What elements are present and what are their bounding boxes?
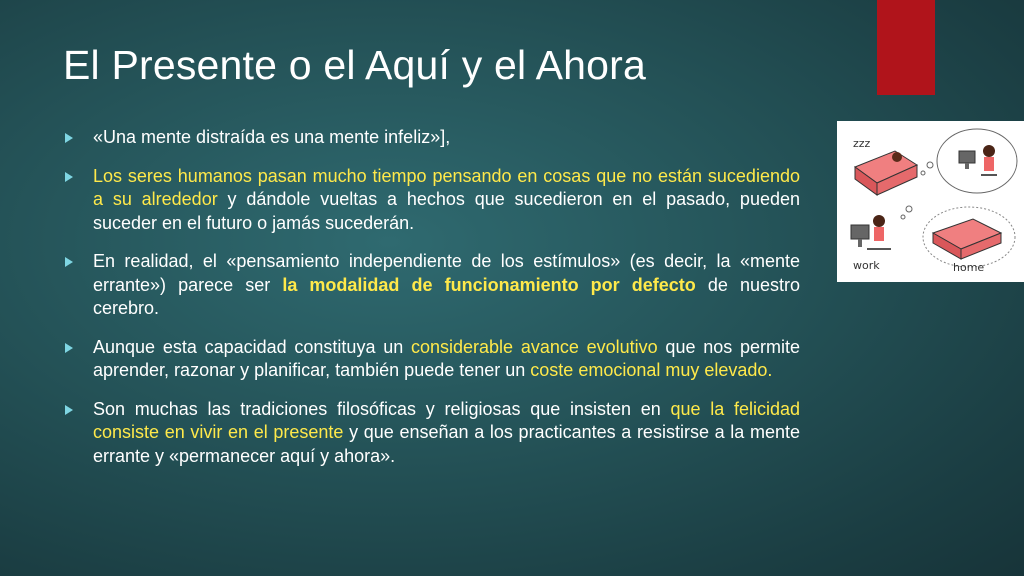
bullet-text: de nuestro cerebro. <box>93 274 800 318</box>
highlighted-bold-text: la modalidad de funcionamiento por defecto <box>282 274 696 295</box>
accent-bar <box>877 0 935 95</box>
bullet-text: Son muchas las tradiciones filosóficas y religiosas que insisten en <box>93 398 671 419</box>
bullet-text: que nos permite aprender, razonar y planificar, también puede tener un <box>93 336 801 380</box>
thought-bubble-home <box>923 207 1015 274</box>
bullet-text: «Una mente distraída es una mente infeliz»], <box>93 127 451 147</box>
highlighted-text: considerable avance evolutivo <box>411 336 658 357</box>
bullet-arrow-icon <box>65 257 73 267</box>
thought-bubble-work <box>921 129 1017 193</box>
bullet-item <box>63 126 800 150</box>
bullet-item <box>63 250 800 321</box>
bullet-list <box>63 126 800 483</box>
bullet-text: En realidad, el «pensamiento independiente de los estímulos» (es decir, la «mente errante») parece ser <box>93 251 800 295</box>
highlighted-text: que la felicidad consiste en vivir en el presente <box>93 398 800 442</box>
mind-wandering-illustration <box>837 121 1024 282</box>
bed-sleeping-figure <box>853 137 917 195</box>
bullet-text: y que enseñan a los practicantes a resistirse a la mente errante y «permanecer aquí y ahora». <box>93 422 800 466</box>
bullet-text: y dándole vueltas a hechos que sucedieron en el pasado, pueden suceder en el futuro o jamás sucederán. <box>93 189 801 233</box>
bullet-item <box>63 398 800 469</box>
highlighted-text: Los seres humanos pasan mucho tiempo pensando en cosas que no están sucediendo a su alrededor <box>93 165 800 209</box>
label-work: work <box>853 259 880 272</box>
slide-title: El Presente o el Aquí y el Ahora <box>63 42 647 88</box>
bullet-text: Aunque esta capacidad constituya un <box>93 336 411 357</box>
bullet-arrow-icon <box>65 343 73 353</box>
work-figure <box>851 206 912 272</box>
bullet-item <box>63 336 800 383</box>
bullet-arrow-icon <box>65 133 73 143</box>
bullet-arrow-icon <box>65 405 73 415</box>
highlighted-text: coste emocional muy elevado. <box>530 360 773 380</box>
label-home: home <box>953 261 985 274</box>
bullet-item <box>63 165 800 236</box>
sleep-zzz-text: zzz <box>853 137 871 150</box>
bullet-arrow-icon <box>65 172 73 182</box>
